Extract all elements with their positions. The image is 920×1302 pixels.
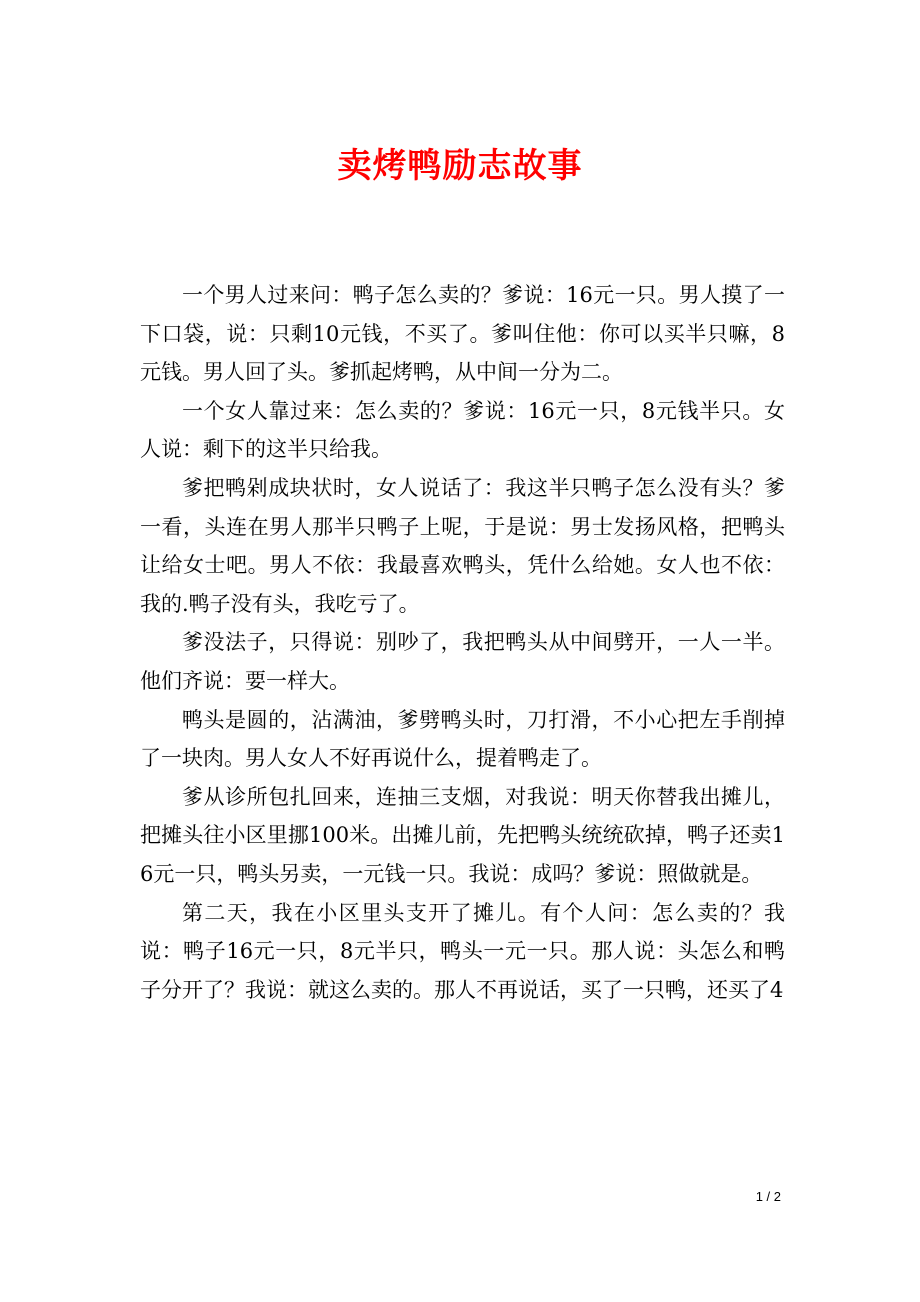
document-body bbox=[140, 276, 785, 1009]
paragraph-4: 爹没法子，只得说：别吵了，我把鸭头从中间劈开，一人一半。他们齐说：要一样大。 bbox=[140, 630, 785, 693]
paragraph-6: 爹从诊所包扎回来，连抽三支烟，对我说：明天你替我出摊儿，把摊头往小区里挪100米。出摊儿前，先把鸭头统统砍掉，鸭子还卖16元一只，鸭头另卖，一元钱一只。我说：成吗？爹说：照做就是。 bbox=[140, 784, 785, 886]
paragraph-5: 鸭头是圆的，沾满油，爹劈鸭头时，刀打滑，不小心把左手削掉了一块肉。男人女人不好再说什么，提着鸭走了。 bbox=[140, 707, 785, 771]
paragraph-3: 爹把鸭剁成块状时，女人说话了：我这半只鸭子怎么没有头？爹一看，头连在男人那半只鸭子上呢，于是说：男士发扬风格，把鸭头让给女士吧。男人不依：我最喜欢鸭头，凭什么给她。女人也不依：我的.鸭子没有头，我吃亏了。 bbox=[140, 475, 785, 616]
paragraph-1: 一个男人过来问：鸭子怎么卖的？爹说：16元一只。男人摸了一下口袋，说：只剩10元钱，不买了。爹叫住他：你可以买半只嘛，8元钱。男人回了头。爹抓起烤鸭，从中间一分为二。 bbox=[140, 283, 785, 385]
page-number: 1 / 2 bbox=[755, 1189, 781, 1204]
paragraph-7: 第二天，我在小区里头支开了摊儿。有个人问：怎么卖的？我说：鸭子16元一只，8元半只，鸭头一元一只。那人说：头怎么和鸭子分开了？我说：就这么卖的。那人不再说话，买了一只鸭，还买了4 bbox=[140, 900, 785, 1002]
paragraph-2: 一个女人靠过来：怎么卖的？爹说：16元一只，8元钱半只。女人说：剩下的这半只给我。 bbox=[140, 398, 785, 462]
document-title: 卖烤鸭励志故事 bbox=[337, 146, 583, 186]
